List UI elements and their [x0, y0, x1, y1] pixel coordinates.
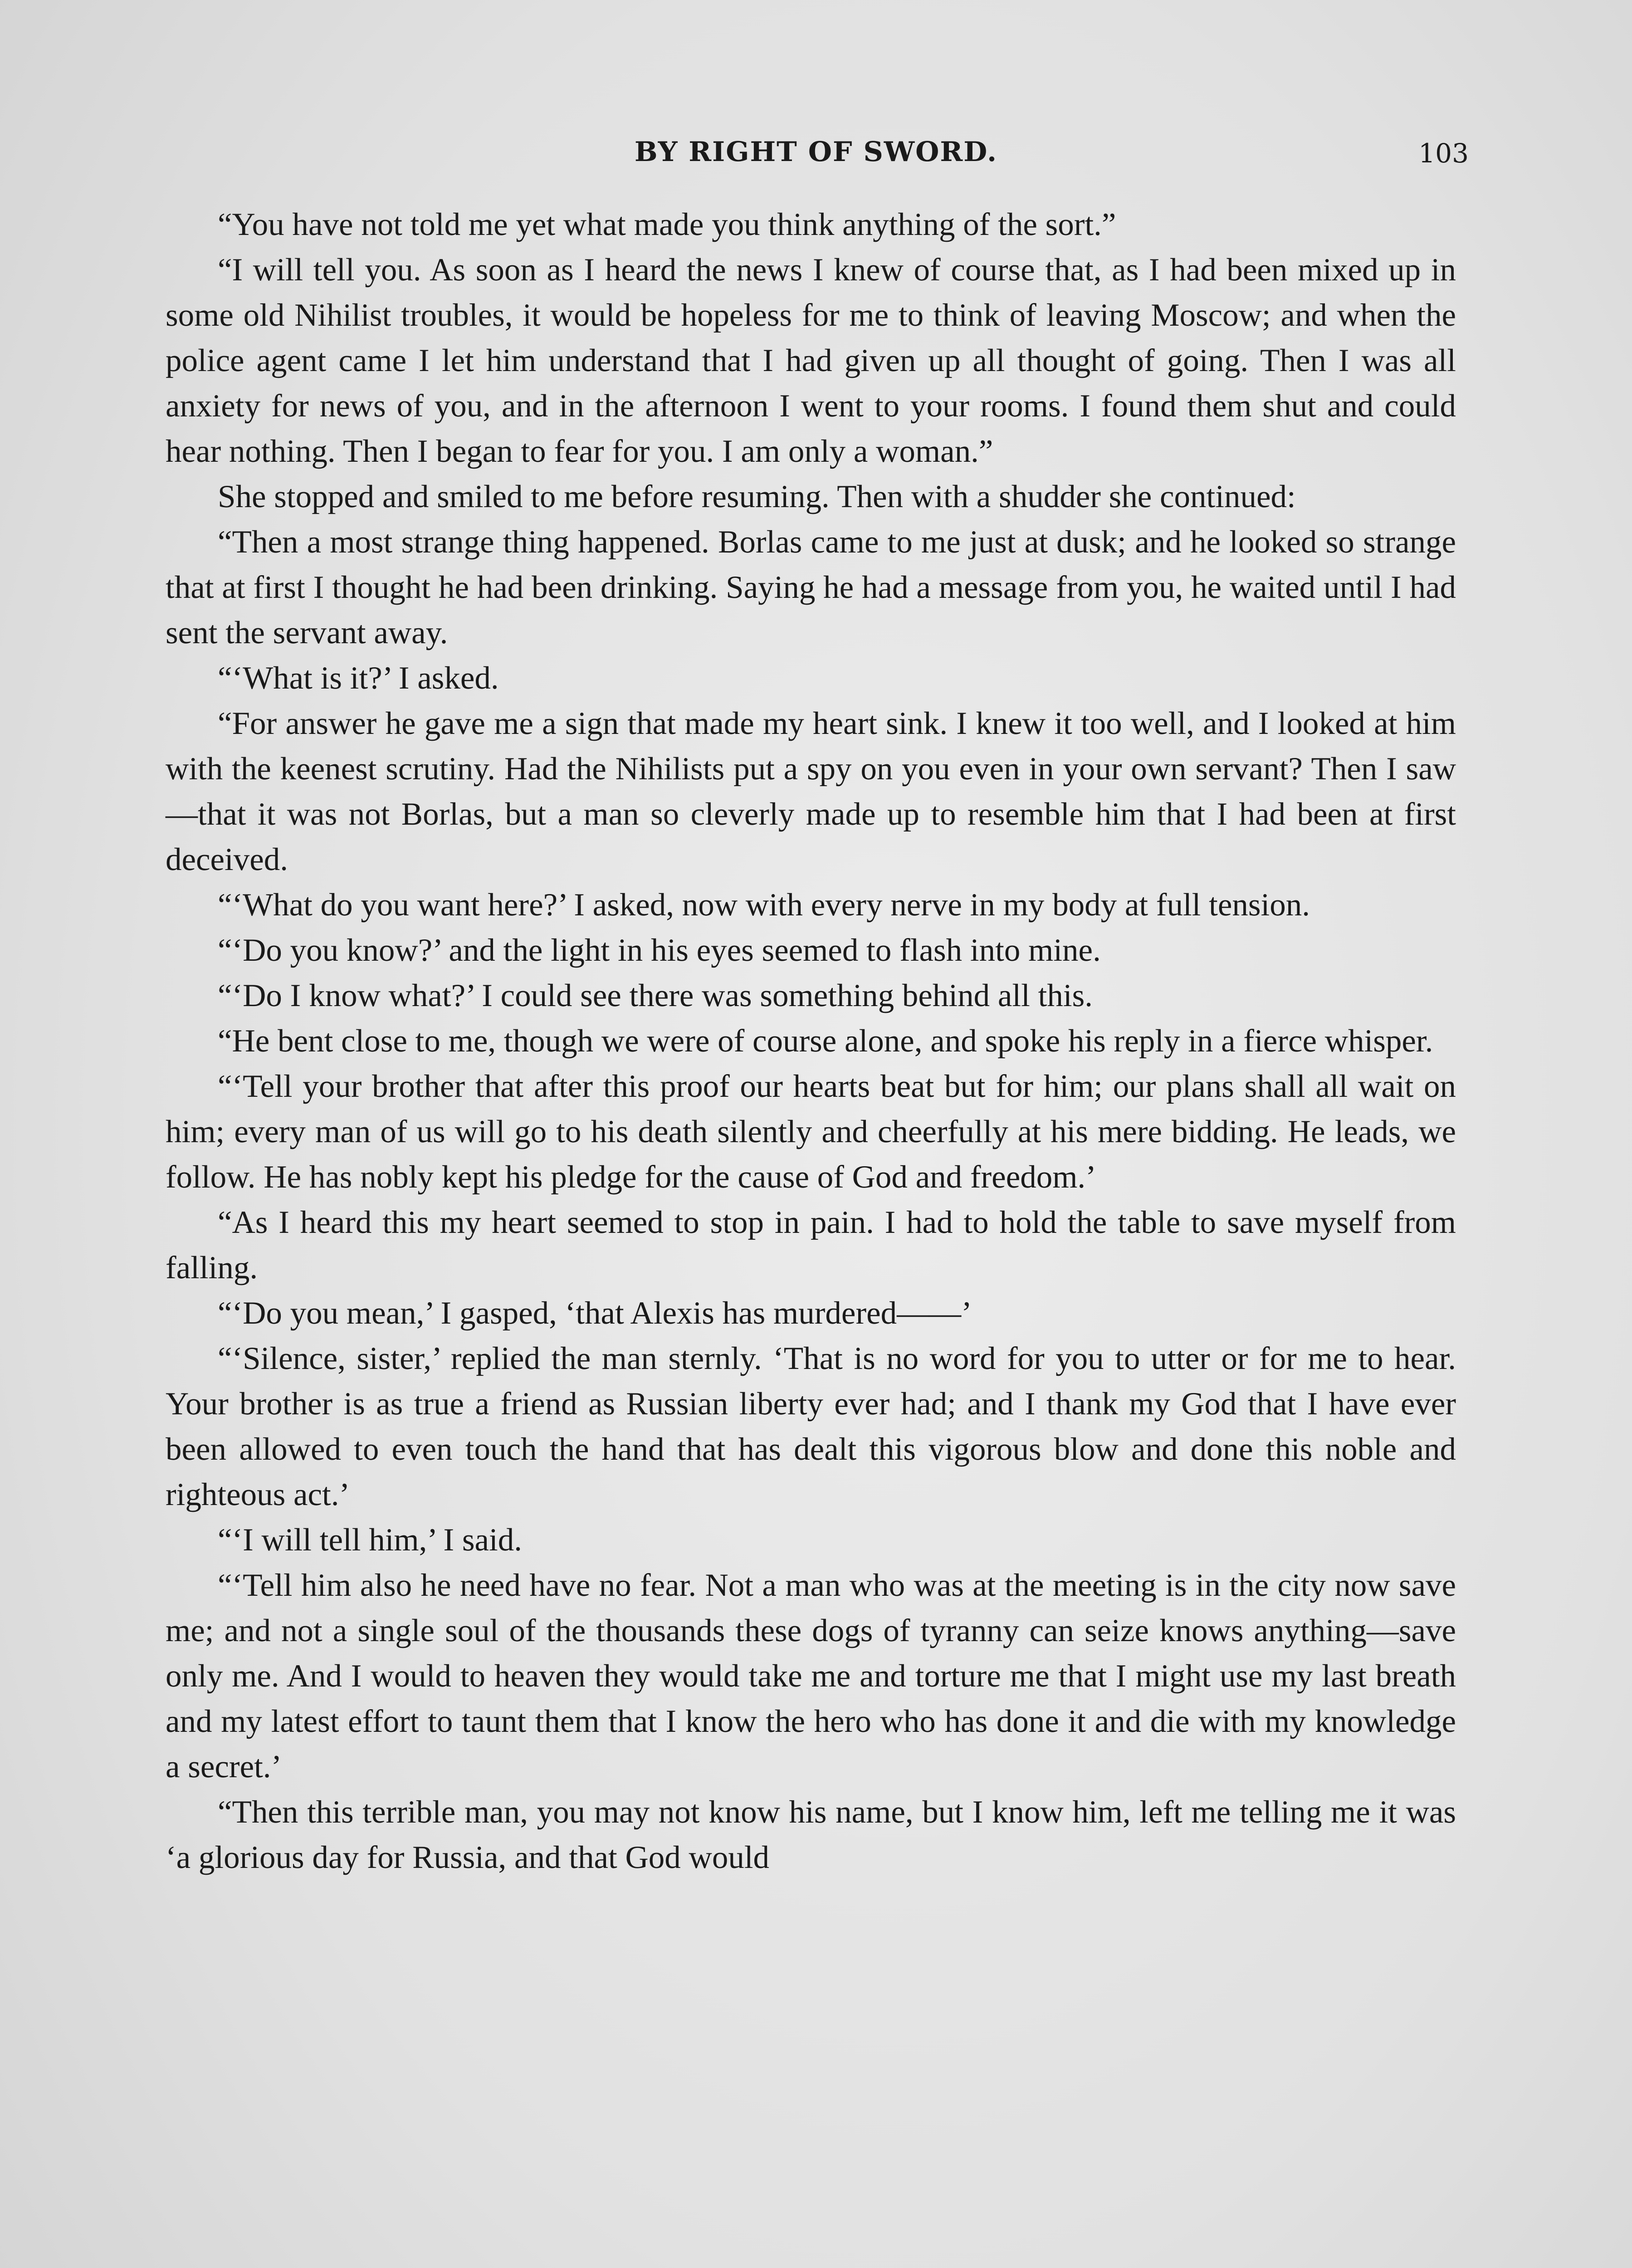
paragraph: “‘Tell him also he need have no fear. Not a man who was at the meeting is in the city now save me; and not a single soul of the thousands these dogs of tyranny can seize knows anything—save only me. And I would to heaven they would take me and torture me that I might use my last breath and my latest effort to taunt them that I know the hero who has done it and die with my knowledge a secret.’ [166, 1568, 1456, 1784]
paragraph: “He bent close to me, though we were of course alone, and spoke his reply in a fierce whisper. [218, 1023, 1433, 1059]
paragraph: “I will tell you. As soon as I heard the news I knew of course that, as I had been mixed up in some old Nihilist troubles, it would be hopeless for me to think of leaving Moscow; and when the police agent came I let him understand that I had given up all thought of going. Then I was all anxiety for news of you, and in the afternoon I went to your rooms. I found them shut and could hear nothing. Then I began to fear for you. I am only a woman.” [166, 252, 1456, 469]
page-number: 103 [1418, 138, 1469, 169]
paragraph: “‘What do you want here?’ I asked, now with every nerve in my body at full tension. [218, 887, 1310, 923]
paragraph: She stopped and smiled to me before resuming. Then with a shudder she continued: [218, 479, 1296, 514]
paragraph: “For answer he gave me a sign that made my heart sink. I knew it too well, and I looked at him with the keenest scrutiny. Had the Nihilists put a spy on you even in your own servant? Then I saw—that it was not Borlas, but a man so cleverly made up to resemble him that I had been at first deceived. [166, 706, 1456, 877]
paragraph: “You have not told me yet what made you think anything of the sort.” [218, 207, 1116, 242]
paragraph: “‘Do you know?’ and the light in his eyes seemed to flash into mine. [218, 933, 1101, 968]
paragraph: “‘Do I know what?’ I could see there was something behind all this. [218, 978, 1093, 1013]
paragraph: “Then this terrible man, you may not know his name, but I know him, left me telling me it was ‘a glorious day for Russia, and that God would [166, 1794, 1456, 1875]
paragraph: “‘Silence, sister,’ replied the man sternly. ‘That is no word for you to utter or for me to hear. Your brother is as true a friend as Russian liberty ever had; and I thank my God that I have ever been allowed to even touch the hand that has dealt this vigorous blow and done this noble and righteous act.’ [166, 1341, 1456, 1512]
paragraph: “Then a most strange thing happened. Borlas came to me just at dusk; and he looked so strange that at first I thought he had been drinking. Saying he had a message from you, he waited until I had sent the servant away. [166, 524, 1456, 650]
body-text [166, 202, 1456, 1880]
paragraph: “‘What is it?’ I asked. [218, 660, 499, 696]
paragraph: “‘Do you mean,’ I gasped, ‘that Alexis has murdered——’ [218, 1295, 972, 1331]
paragraph: “‘I will tell him,’ I said. [218, 1522, 523, 1558]
page-header [163, 136, 1469, 177]
paragraph: “As I heard this my heart seemed to stop in pain. I had to hold the table to save myself from falling. [166, 1205, 1456, 1286]
paragraph: “‘Tell your brother that after this proof our hearts beat but for him; our plans shall all wait on him; every man of us will go to his death silently and cheerfully at his mere bidding. He leads, we follow. He has nobly kept his pledge for the cause of God and freedom.’ [166, 1069, 1456, 1195]
running-head: BY RIGHT OF SWORD. [634, 136, 998, 168]
